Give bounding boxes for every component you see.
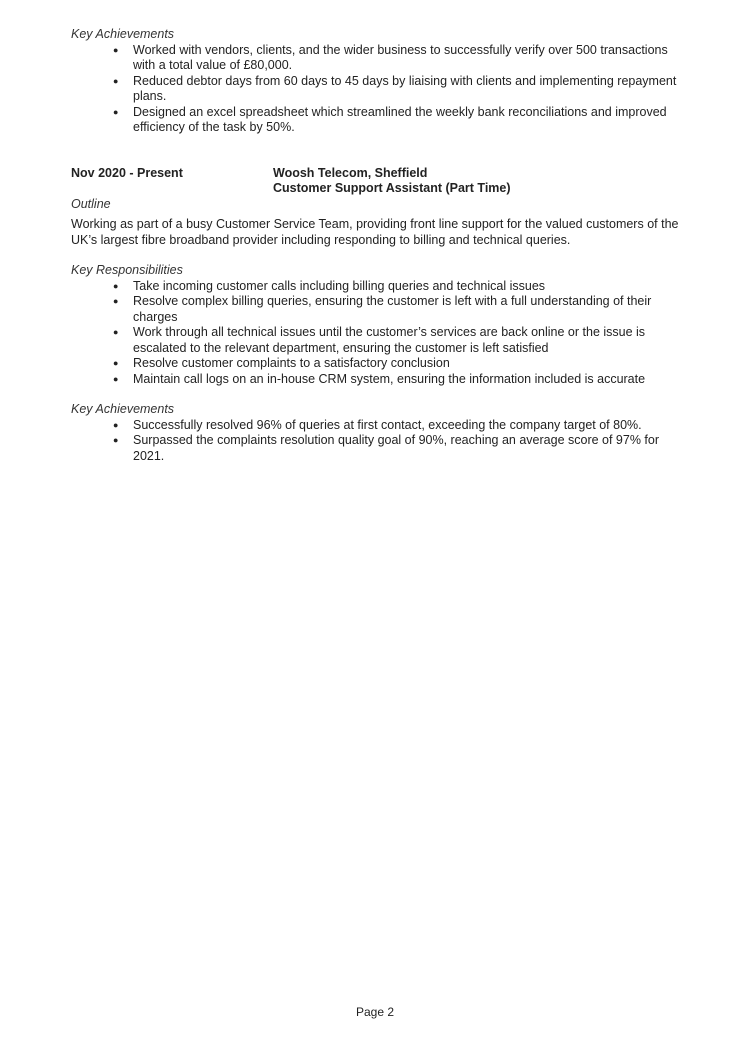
list-item-text: Take incoming customer calls including billing queries and technical issues (133, 278, 546, 293)
list-item (71, 279, 681, 295)
list-item (71, 418, 681, 434)
achievements-list (71, 43, 681, 136)
list-item (71, 433, 681, 464)
job-org (273, 166, 511, 197)
outline-text: Working as part of a busy Customer Service Team, providing front line support for the valued customers of the UK’s largest fibre broadband provider including responding to billing and technical queries. (71, 217, 679, 247)
bullet-icon: ● (113, 106, 119, 117)
list-item-text: Maintain call logs on an in-house CRM system, ensuring the information included is accurate (133, 371, 646, 386)
list-item (71, 294, 681, 325)
list-item (71, 325, 681, 356)
list-item-text: Reduced debtor days from 60 days to 45 days by liaising with clients and implementing repayment plans. (133, 73, 677, 103)
bullet-icon: ● (113, 419, 119, 430)
spacer (71, 136, 681, 152)
bullet-icon: ● (113, 44, 119, 55)
bullet-icon: ● (113, 435, 119, 445)
list-item (71, 356, 681, 372)
spacer (71, 152, 681, 166)
outline-heading: Outline (71, 196, 111, 211)
list-item (71, 74, 681, 105)
spacer (71, 387, 681, 402)
previous-role-achievements (71, 27, 681, 136)
responsibilities-list (71, 279, 681, 388)
bullet-icon: ● (113, 373, 119, 384)
job-company: Woosh Telecom, Sheffield (273, 165, 428, 180)
job-title: Customer Support Assistant (Part Time) (273, 181, 511, 195)
page-content (71, 27, 681, 464)
list-item-text: Work through all technical issues until the customer’s services are back online or the issue is escalated to the relevant department, ensuring the customer is left satisfied (133, 325, 646, 355)
list-item-text: Resolve complex billing queries, ensuring the customer is left with a full understanding of their charges (133, 294, 652, 324)
achievements-heading: Key Achievements (71, 402, 175, 416)
list-item-text: Resolve customer complaints to a satisfactory conclusion (133, 356, 450, 370)
list-item (71, 372, 681, 388)
achievements-list (71, 418, 681, 465)
list-item (71, 43, 681, 74)
list-item-text: Surpassed the complaints resolution quality goal of 90%, reaching an average score of 97% for 2021. (133, 433, 660, 463)
list-item-text: Designed an excel spreadsheet which streamlined the weekly bank reconciliations and improved efficiency of the task by 50%. (133, 104, 667, 134)
bullet-icon: ● (113, 327, 119, 337)
bullet-icon: ● (113, 75, 119, 86)
spacer (71, 248, 681, 263)
job-header (71, 166, 681, 197)
job-dates: Nov 2020 - Present (71, 165, 183, 180)
bullet-icon: ● (113, 280, 119, 291)
list-item-text: Successfully resolved 96% of queries at first contact, exceeding the company target of 80%. (133, 417, 642, 432)
bullet-icon: ● (113, 296, 119, 306)
list-item-text: Worked with vendors, clients, and the wider business to successfully verify over 500 transactions with a total value of £80,000. (133, 42, 668, 72)
list-item (71, 105, 681, 136)
responsibilities-heading: Key Responsibilities (71, 263, 183, 277)
page-number: Page 2 (355, 1005, 395, 1019)
achievements-heading: Key Achievements (71, 27, 175, 41)
bullet-icon: ● (113, 358, 119, 368)
